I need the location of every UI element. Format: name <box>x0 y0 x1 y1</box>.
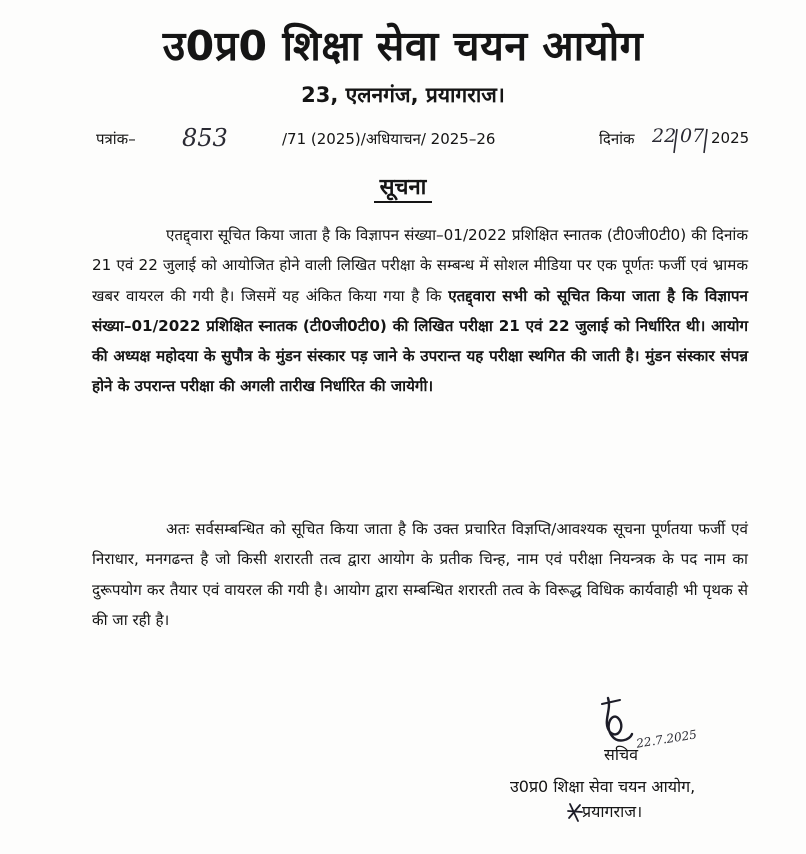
reference-line <box>0 123 806 155</box>
reference-code: /71 (2025)/अधियाचन/ 2025–26 <box>282 130 496 148</box>
signature-handwritten-date: 22.7.2025 <box>635 727 698 751</box>
organization-title: उ0प्र0 शिक्षा सेवा चयन आयोग <box>162 22 644 70</box>
organization-address: 23, एलनगंज, प्रयागराज। <box>301 83 505 107</box>
date-slash-marks <box>649 127 719 155</box>
date-label: दिनांक <box>599 130 635 148</box>
paragraph-2-text: अतः सर्वसम्बन्धित को सूचित किया जाता है कि उक्त प्रचारित विज्ञप्ति/आवश्यक सूचना पूर्णतया फर्जी एवं निराधार, मनगढन्त है जो किसी शरारती तत्व द्वारा आयोग के प्रतीक चिन्ह, नाम एवं परीक्षा नियन्त्रक के पद नाम का दुरूपयोग कर तैयार एवं वायरल की गयी है। आयोग द्वारा सम्बन्धित शरारती तत्व के विरूद्ध विधिक कार्यवाही भी पृथक से की जा रही है। <box>92 520 748 629</box>
notice-heading <box>0 172 806 204</box>
date-month-handwritten: 07 <box>680 125 705 147</box>
paragraph-1-bold-quote: एतद्द्वारा सभी को सूचित किया जाता है कि विज्ञापन संख्या–01/2022 प्रशिक्षित स्नातक (टी0जी0टी0) की लिखित परीक्षा 21 एवं 22 जुलाई को निर्धारित थी। आयोग की अध्यक्ष महोदया के सुपौत्र के मुंडन संस्कार पड़ जाने के उपरान्त यह परीक्षा स्थगित की जाती है। मुंडन संस्कार संपन्न होने के उपरान्त परीक्षा की अगली तारीख निर्धारित की जायेगी। <box>92 286 748 396</box>
signatory-city: प्रयागराज। <box>582 802 643 821</box>
signatory-office: उ0प्र0 शिक्षा सेवा चयन आयोग, <box>510 777 696 796</box>
reference-number-handwritten: 853 <box>182 124 228 152</box>
date-day-handwritten: 22 <box>652 125 677 147</box>
paragraph-1-text: एतद्द्वारा सूचित किया जाता है कि विज्ञापन संख्या–01/2022 प्रशिक्षित स्नातक (टी0जी0टी0) की दिनांक 21 एवं 22 जुलाई को आयोजित होने वाली लिखित परीक्षा के सम्बन्ध में सोशल मीडिया पर एक पूर्णतः फर्जी एवं भ्रामक खबर वायरल की गयी है। जिसमें यह अंकित किया गया है कि <box>92 226 748 305</box>
notice-paragraph-1 <box>92 220 748 402</box>
date-year: 2025 <box>711 129 750 147</box>
reference-label: पत्रांक– <box>96 130 136 148</box>
notice-paragraph-2 <box>92 514 748 635</box>
signatory-designation: सचिव <box>604 745 639 764</box>
notice-heading-text: सूचना <box>374 175 433 203</box>
